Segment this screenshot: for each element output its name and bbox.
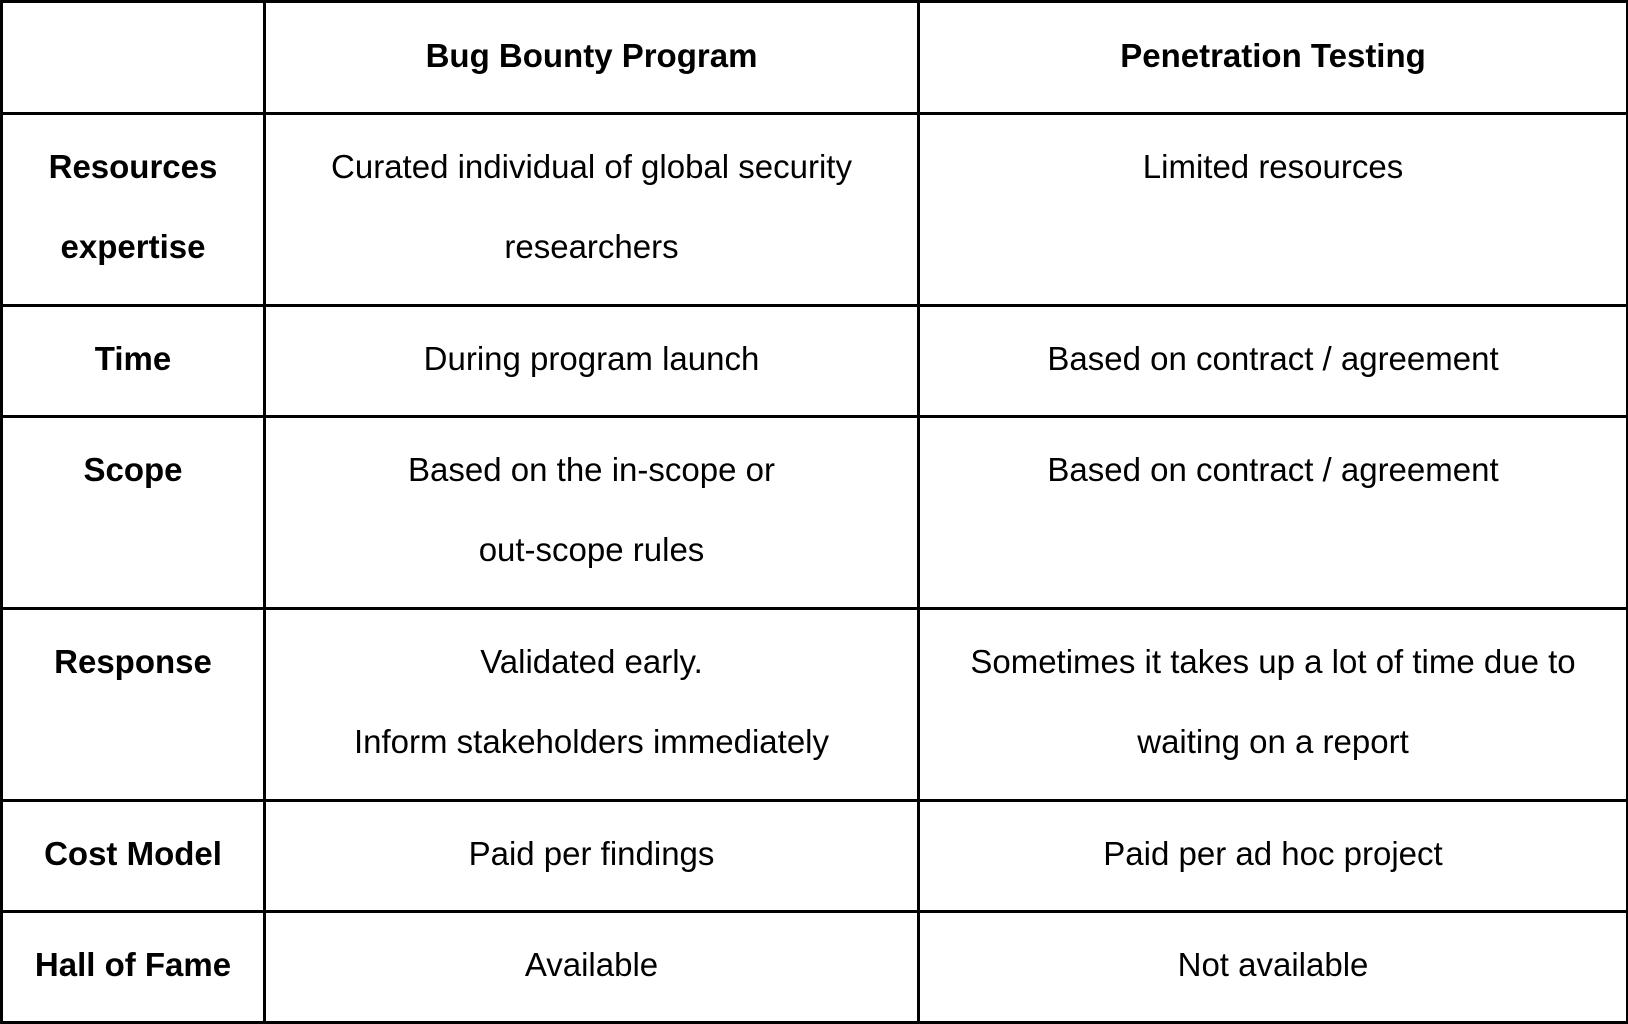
pentest-cell — [919, 609, 1628, 801]
row-label-line: Hall of Fame — [34, 946, 232, 983]
cell-line: out-scope rules — [478, 531, 705, 568]
cell-line: During program launch — [423, 340, 760, 377]
table-row — [2, 417, 1628, 609]
cell-line: Limited resources — [1142, 148, 1404, 185]
bug-bounty-cell — [265, 306, 919, 417]
pentest-cell — [919, 306, 1628, 417]
table-row — [2, 609, 1628, 801]
table-row — [2, 801, 1628, 912]
table-row — [2, 114, 1628, 306]
row-label-line: Scope — [83, 451, 183, 488]
cell-line: Inform stakeholders immediately — [353, 723, 830, 760]
row-label-line: Cost Model — [44, 835, 222, 872]
cell-line: Sometimes it takes up a lot of time due to — [970, 643, 1576, 680]
cell-line: Validated early. — [480, 643, 703, 680]
cell-line: Based on contract / agreement — [1047, 340, 1499, 377]
row-label-scope — [2, 417, 265, 609]
row-label-response — [2, 609, 265, 801]
pentest-cell — [919, 912, 1628, 1023]
table-header-row — [2, 2, 1628, 114]
pentest-cell — [919, 801, 1628, 912]
header-cell-bug-bounty: Bug Bounty Program — [265, 2, 919, 114]
bug-bounty-cell — [265, 609, 919, 801]
cell-line: Curated individual of global security — [331, 148, 852, 185]
table-row — [2, 306, 1628, 417]
row-label-resources-expertise — [2, 114, 265, 306]
bug-bounty-cell — [265, 912, 919, 1023]
row-label-line: Time — [94, 340, 172, 377]
row-label-line: Resources — [48, 148, 218, 185]
header-cell-penetration-testing: Penetration Testing — [919, 2, 1628, 114]
cell-line: waiting on a report — [1137, 723, 1409, 760]
pentest-cell — [919, 114, 1628, 306]
row-label-time — [2, 306, 265, 417]
header-cell-empty — [2, 2, 265, 114]
cell-line: Available — [524, 946, 659, 983]
bug-bounty-cell — [265, 801, 919, 912]
cell-line: researchers — [504, 228, 679, 265]
cell-line: Based on contract / agreement — [1047, 451, 1499, 488]
pentest-cell — [919, 417, 1628, 609]
cell-line: Paid per findings — [468, 835, 715, 872]
row-label-cost-model — [2, 801, 265, 912]
row-label-hall-of-fame — [2, 912, 265, 1023]
bug-bounty-cell — [265, 417, 919, 609]
row-label-line: expertise — [60, 228, 206, 265]
cell-line: Paid per ad hoc project — [1103, 835, 1443, 872]
cell-line: Based on the in-scope or — [408, 451, 775, 488]
row-label-line: Response — [54, 643, 212, 680]
table-row — [2, 912, 1628, 1023]
bug-bounty-cell — [265, 114, 919, 306]
cell-line: Not available — [1177, 946, 1369, 983]
